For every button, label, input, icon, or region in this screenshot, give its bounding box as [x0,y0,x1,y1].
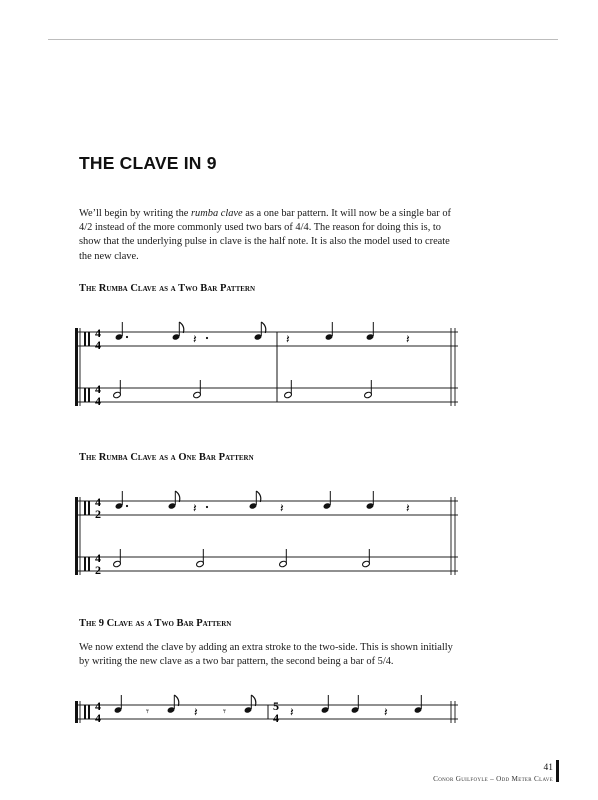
ex1-lower-staff [75,388,458,402]
time-sig-denominator: 4 [95,711,101,725]
page-number: 41 [543,763,553,773]
intro-paragraph [79,207,465,264]
svg-text:𝄽: 𝄽 [280,501,284,515]
time-sig-numerator: 4 [95,699,101,713]
eighth-note [172,322,184,341]
svg-text:𝄾: 𝄾 [223,705,226,718]
quarter-note [321,695,330,714]
quarter-note [323,491,332,510]
footer-bar [556,760,559,782]
eighth-rest [146,705,149,718]
eighth-rest [223,705,226,718]
dotted-quarter-note [115,322,128,341]
quarter-note [366,491,375,510]
time-sig-numerator: 4 [95,495,101,509]
final-barline [451,497,455,575]
example-3-score [0,688,598,738]
intro-text-2: as a one bar pattern. It will now be a single bar of 4/2 instead of the more commonly used two bars of 4/4. The reason for doing this is, to show that the underlying pulse in clave is the half note. It is also the model used to create the new clave. [79,208,451,262]
svg-text:𝄽: 𝄽 [406,332,410,346]
ex1-upper-staff [75,332,458,346]
top-rule [48,39,558,40]
half-note [196,549,205,568]
ex3-staff [75,705,458,719]
quarter-rest [193,332,208,346]
svg-text:𝄽: 𝄽 [194,705,198,719]
eighth-note [249,491,261,510]
example-1-caption: The Rumba Clave as a Two Bar Pattern [79,283,256,294]
final-barline [451,328,455,406]
time-sig-denominator: 4 [273,711,279,725]
eighth-note [168,491,180,510]
system-bracket [75,497,80,575]
time-sig-numerator: 4 [95,326,101,340]
example-3-paragraph: We now extend the clave by adding an extra stroke to the two-side. This is shown initially by writing the new clave as a two bar pattern, the second being a bar of 5/4. [79,642,453,668]
svg-text:𝄽: 𝄽 [193,501,197,515]
intro-text-1: We’ll begin by writing the [79,208,191,219]
quarter-rest [406,332,410,346]
quarter-note [351,695,360,714]
eighth-note [167,695,179,714]
quarter-note [414,695,423,714]
example-3-caption: The 9 Clave as a Two Bar Pattern [79,618,232,629]
half-note [364,380,373,399]
system-bracket [75,701,80,723]
quarter-rest [193,501,208,515]
quarter-rest [286,332,290,346]
percussion-clef [84,557,90,571]
percussion-clef [84,705,90,719]
eighth-note [254,322,266,341]
half-note [113,380,122,399]
time-sig-numerator: 4 [95,551,101,565]
time-sig-numerator: 5 [273,699,279,713]
ex2-lower-staff [75,557,458,571]
svg-text:𝄽: 𝄽 [406,501,410,515]
half-note [279,549,288,568]
half-note [113,549,122,568]
quarter-rest [290,705,294,719]
example-2-score [0,484,598,584]
time-sig-denominator: 2 [95,507,101,521]
time-sig-denominator: 2 [95,563,101,577]
example-1-score [0,315,598,415]
quarter-rest [194,705,198,719]
half-note [193,380,202,399]
dotted-quarter-note [115,491,128,510]
final-barline [451,701,455,723]
percussion-clef [84,332,90,346]
svg-text:𝄽: 𝄽 [193,332,197,346]
quarter-rest [384,705,388,719]
section-title: THE CLAVE IN 9 [79,153,217,173]
eighth-note [244,695,256,714]
system-bracket [75,328,80,406]
percussion-clef [84,388,90,402]
quarter-note [325,322,334,341]
example-2-caption: The Rumba Clave as a One Bar Pattern [79,452,254,463]
svg-text:𝄽: 𝄽 [290,705,294,719]
svg-text:𝄾: 𝄾 [146,705,149,718]
quarter-rest [280,501,284,515]
half-note [284,380,293,399]
time-sig-numerator: 4 [95,382,101,396]
time-sig-denominator: 4 [95,394,101,408]
ex2-upper-staff [75,501,458,515]
svg-text:𝄽: 𝄽 [286,332,290,346]
quarter-note [366,322,375,341]
intro-emphasis: rumba clave [191,208,243,219]
quarter-note [114,695,123,714]
running-footer: Conor Guilfoyle – Odd Meter Clave [433,775,553,783]
time-sig-denominator: 4 [95,338,101,352]
percussion-clef [84,501,90,515]
svg-text:𝄽: 𝄽 [384,705,388,719]
quarter-rest [406,501,410,515]
half-note [362,549,371,568]
